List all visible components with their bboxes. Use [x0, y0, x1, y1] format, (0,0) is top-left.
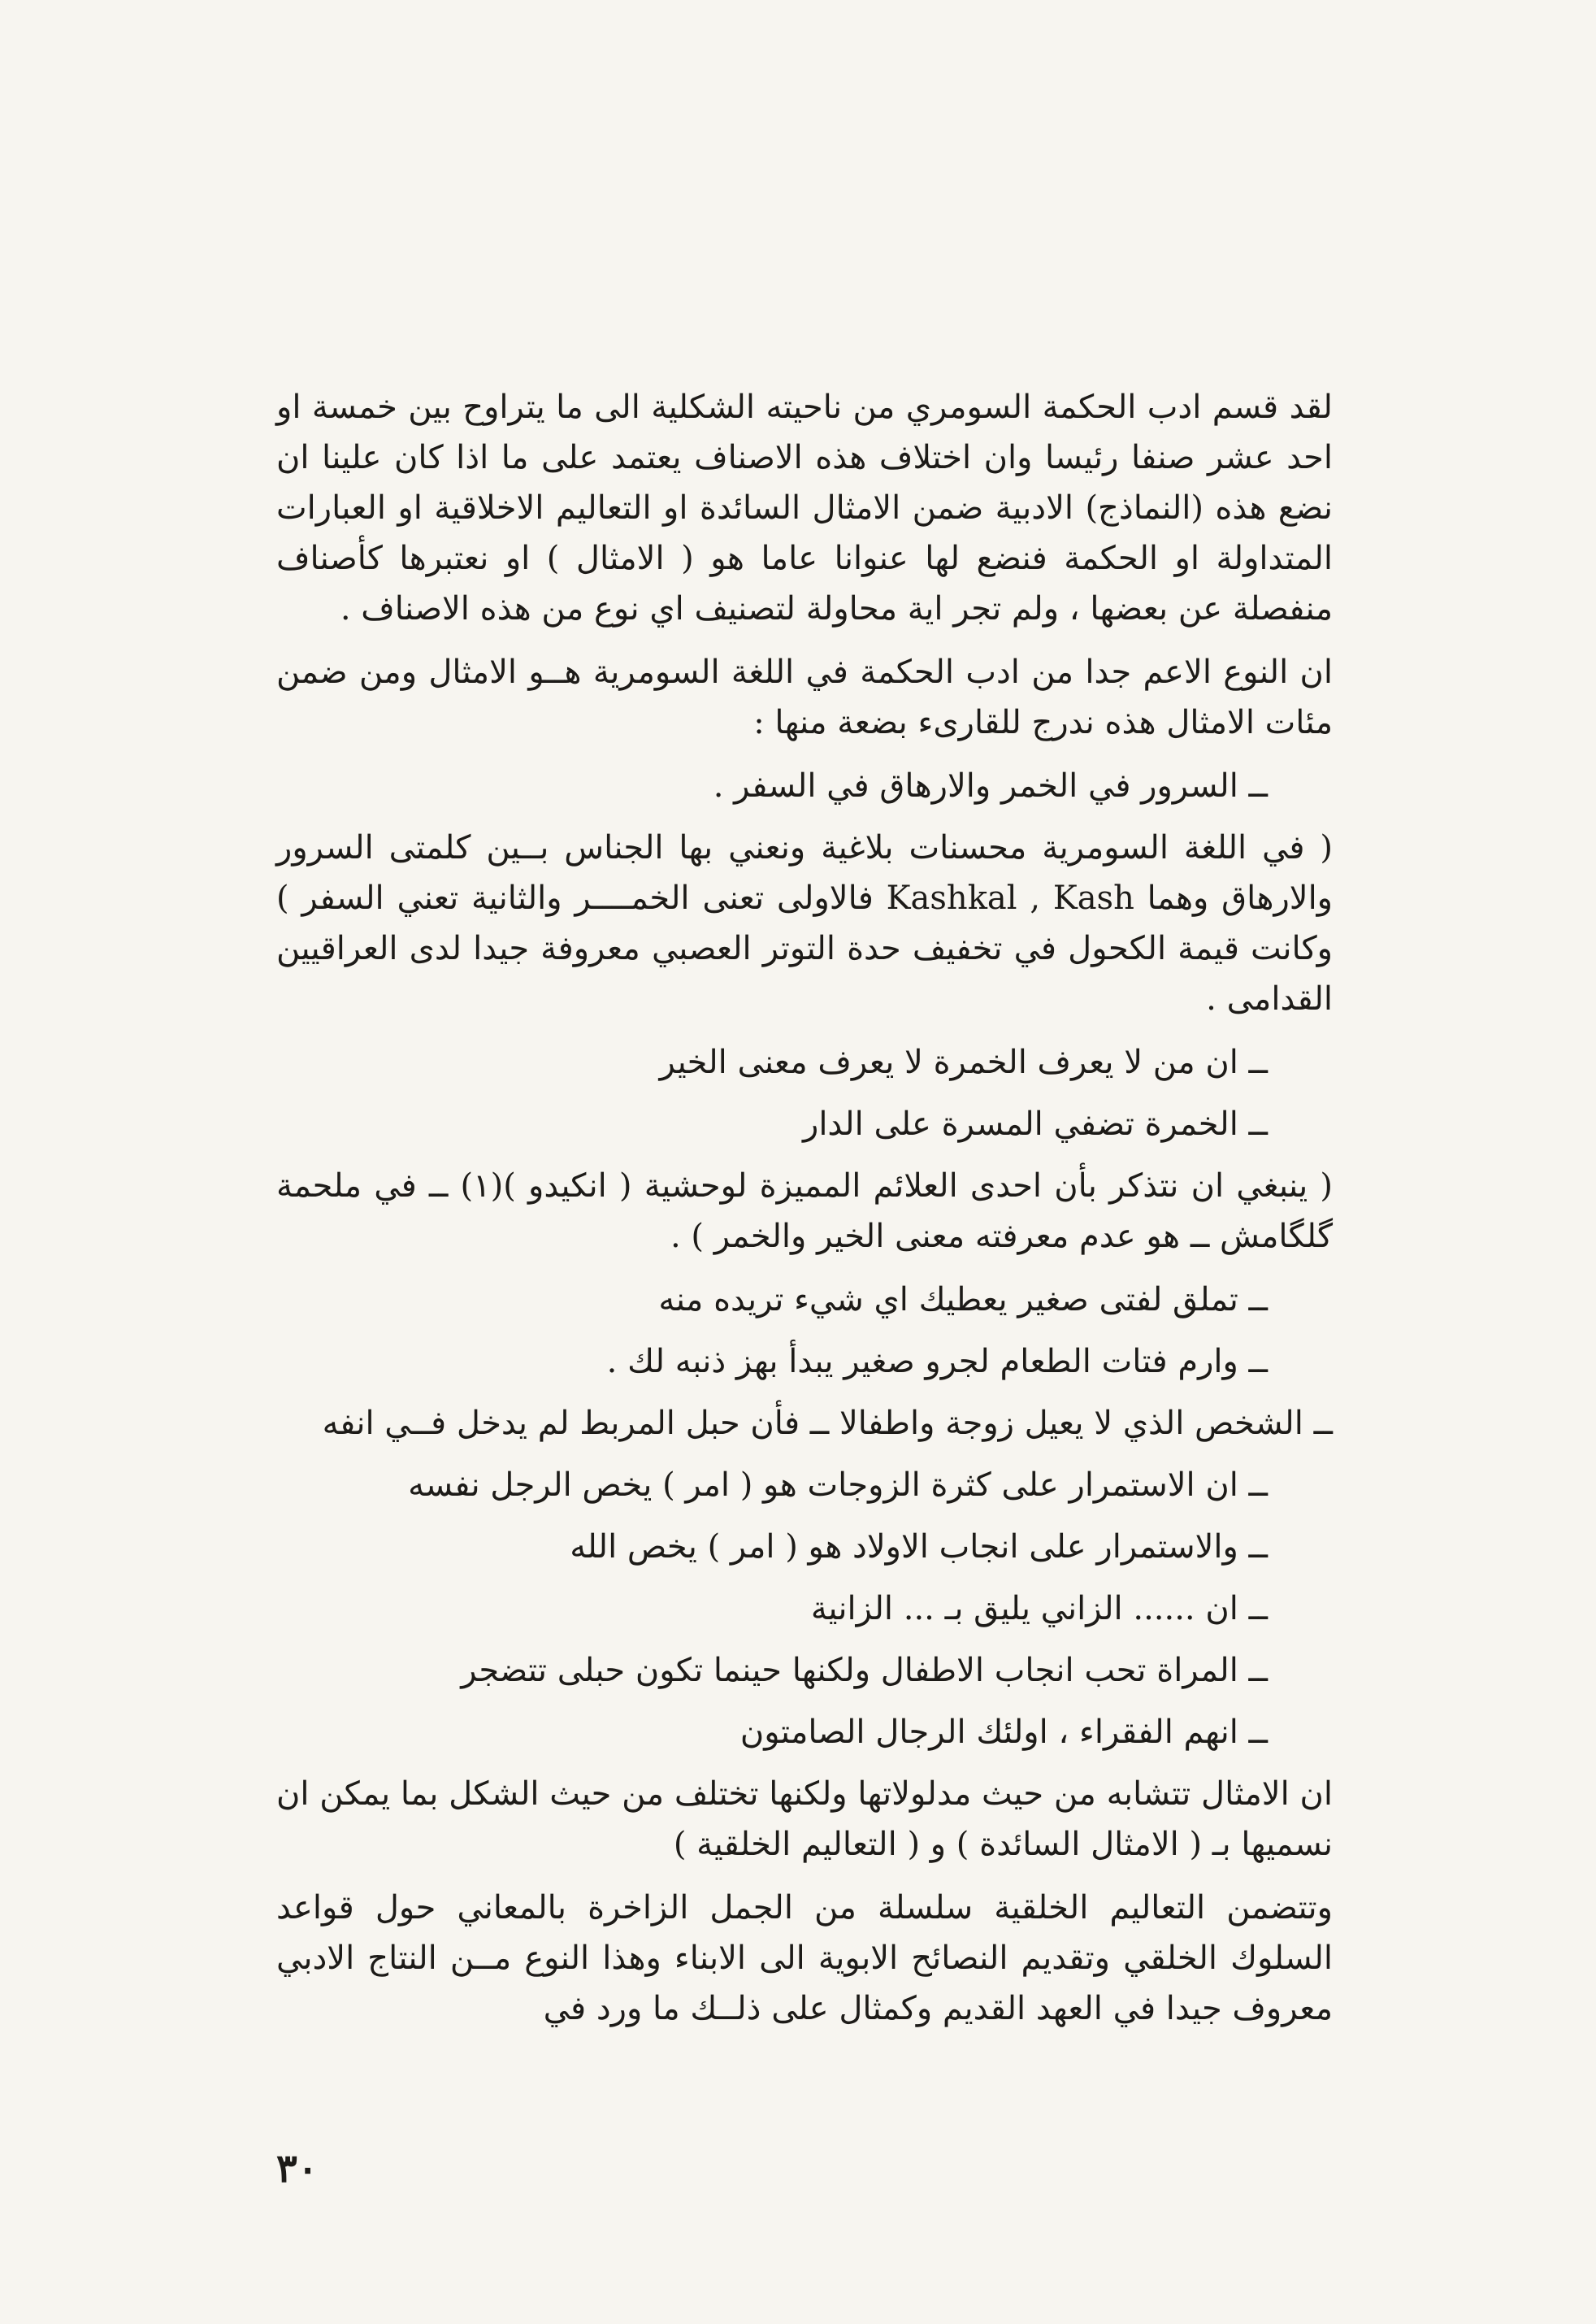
note-text-end: فالاولى تعنى الخمــــر والثانية تعني السفر ) وكانت قيمة الكحول في تخفيف حدة التوتر العصبي معروفة جيدا لدى العراقيين القدامى .: [276, 880, 1333, 1018]
page-number: ٣٠: [276, 2146, 319, 2192]
proverb-item: ــ وارم فتات الطعام لجرو صغير يبدأ بهز ذنبه لك .: [606, 1343, 1268, 1380]
note-paragraph: [276, 823, 1333, 1024]
proverb-item: ــ الخمرة تضفي المسرة على الدار: [803, 1106, 1268, 1143]
body-text: [276, 382, 1333, 2047]
proverb-item: ــ المراة تحب انجاب الاطفال ولكنها حينما تكون حبلى تتضجر: [461, 1652, 1268, 1689]
paragraph-proverbs-intro: ان النوع الاعم جدا من ادب الحكمة في اللغة السومرية هــو الامثال ومن ضمن مئات الامثال هذه ندرج للقارىء بضعة منها :: [276, 654, 1333, 741]
proverb-item: ــ تملق لفتى صغير يعطيك اي شيء تريده منه: [658, 1281, 1268, 1318]
proverb-item: ــ الشخص الذي لا يعيل زوجة واطفالا ــ فأن حبل المربط لم يدخل فــي انفه: [322, 1405, 1333, 1442]
note-paragraph: ( ينبغي ان نتذكر بأن احدى العلائم المميزة لوحشية ( انكيدو )(١) ــ في ملحمة گلگامش ــ هو عدم معرفته معنى الخير والخمر ) .: [276, 1167, 1333, 1255]
proverb-item: ــ والاستمرار على انجاب الاولاد هو ( امر ) يخص الله: [570, 1528, 1268, 1566]
proverb-item: ــ ان من لا يعرف الخمرة لا يعرف معنى الخير: [659, 1044, 1268, 1081]
note-text-start: ( في اللغة السومرية محسنات بلاغية ونعني بها الجناس بــين كلمتى السرور والارهاق وهما: [276, 829, 1334, 917]
proverb-item: ــ ان ...... الزاني يليق بـ ... الزانية: [810, 1590, 1268, 1627]
paragraph-moral-teachings: وتتضمن التعاليم الخلقية سلسلة من الجمل الزاخرة بالمعاني حول قواعد السلوك الخلقي وتقديم النصائح الابوية الى الابناء وهذا النوع مــن النتاج الادبي معروف جيدا في العهد القديم وكمثال على ذلــك ما ورد في: [276, 1889, 1333, 2027]
latin-terms: Kashkal , Kash: [886, 880, 1134, 917]
proverb-item: ــ انهم الفقراء ، اولئك الرجال الصامتون: [739, 1714, 1268, 1751]
paragraph-intro: لقد قسم ادب الحكمة السومري من ناحيته الشكلية الى ما يتراوح بين خمسة او احد عشر صنفا رئيسا وان اختلاف هذه الاصناف يعتمد على ما اذا كان علينا ان نضع هذه (النماذج) الادبية ضمن الامثال السائدة او التعاليم الاخلاقية او العبارات المتداولة او الحكمة فنضع لها عنوانا عاما هو ( الامثال ) او نعتبرها كأصناف منفصلة عن بعضها ، ولم تجر اية محاولة لتصنيف اي نوع من هذه الاصناف .: [276, 389, 1333, 628]
proverb-item: ــ السرور في الخمر والارهاق في السفر .: [713, 767, 1268, 805]
paragraph-comparison: ان الامثال تتشابه من حيث مدلولاتها ولكنها تختلف من حيث الشكل بما يمكن ان نسميها بـ ( الامثال السائدة ) و ( التعاليم الخلقية ): [276, 1775, 1333, 1863]
proverb-item: ــ ان الاستمرار على كثرة الزوجات هو ( امر ) يخص الرجل نفسه: [408, 1466, 1268, 1504]
